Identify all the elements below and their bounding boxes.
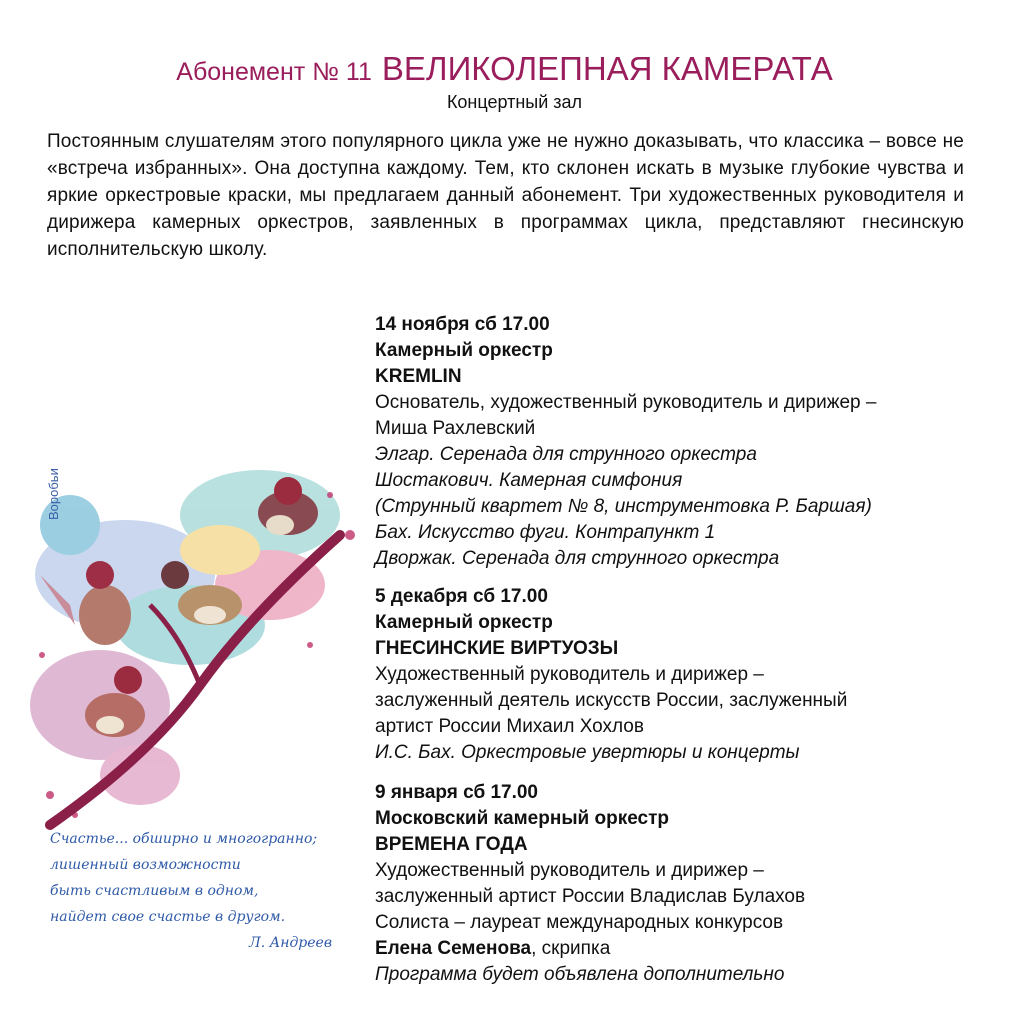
image-caption: Воробьи [46, 468, 61, 520]
event-3 [375, 780, 805, 988]
quote [50, 826, 340, 956]
event-description: Основатель, художественный руководитель и дирижер – [375, 392, 877, 413]
sparrows-illustration [30, 455, 375, 835]
program-item: Элгар. Серенада для струнного оркестра [375, 444, 757, 465]
event-description: Миша Рахлевский [375, 418, 536, 439]
program-item: (Струнный квартет № 8, инструментовка Р. Баршая) [375, 496, 872, 517]
program-item: И.С. Бах. Оркестровые увертюры и концерты [375, 742, 800, 763]
intro-paragraph: Постоянным слушателям этого популярного цикла уже не нужно доказывать, что классика – вовсе не «встреча избранных». Она доступна каждому. Тем, кто склонен искать в музыке глубокие чувства и яркие оркестровые краски, мы предлагаем данный абонемент. Три художественных руководителя и дирижера камерных оркестров, заявленных в программах цикла, представляют гнесинскую исполнительскую школу. [47, 131, 964, 260]
soloist-name: Елена Семенова [375, 938, 532, 959]
venue: Концертный зал [446, 92, 583, 112]
program-item: Дворжак. Серенада для струнного оркестра [375, 548, 780, 569]
page-title: ВЕЛИКОЛЕПНАЯ КАМЕРАТА [381, 50, 833, 87]
event-date: 5 декабря сб 17.00 [375, 586, 548, 607]
ensemble-name: ВРЕМЕНА ГОДА [375, 834, 528, 855]
quote-line: быть счастливым в одном, [50, 883, 259, 899]
event-description: Солиста – лауреат международных конкурсов [375, 912, 784, 933]
quote-author: Л. Андреев [249, 935, 332, 951]
event-description: заслуженный артист России Владислав Булахов [375, 886, 806, 907]
program-item: Шостакович. Камерная симфония [375, 470, 683, 491]
ensemble-type: Камерный оркестр [375, 340, 553, 361]
event-description: Художественный руководитель и дирижер – [375, 860, 764, 881]
event-description: Художественный руководитель и дирижер – [375, 664, 764, 685]
ensemble-type: Московский камерный оркестр [375, 808, 670, 829]
title-line [0, 50, 1009, 88]
ensemble-name: KREMLIN [375, 366, 462, 387]
event-description: заслуженный деятель искусств России, заслуженный [375, 690, 848, 711]
header [0, 50, 1009, 113]
event-date: 9 января сб 17.00 [375, 782, 539, 803]
subscription-number: Абонемент № 11 [176, 58, 372, 86]
ensemble-name: ГНЕСИНСКИЕ ВИРТУОЗЫ [375, 638, 619, 659]
event-2 [375, 584, 847, 766]
soloist-instrument: , скрипка [531, 938, 611, 959]
event-1 [375, 312, 876, 572]
program-note: Программа будет объявлена дополнительно [375, 964, 785, 985]
quote-line: лишенный возможности [50, 857, 241, 873]
ensemble-type: Камерный оркестр [375, 612, 553, 633]
soloist-line [375, 936, 805, 962]
program-item: Бах. Искусство фуги. Контрапункт 1 [375, 522, 716, 543]
quote-line: найдет свое счастье в другом. [50, 909, 286, 925]
event-date: 14 ноября сб 17.00 [375, 314, 550, 335]
event-description: артист России Михаил Хохлов [375, 716, 644, 737]
quote-line: Счастье... обширно и многогранно; [50, 831, 318, 847]
